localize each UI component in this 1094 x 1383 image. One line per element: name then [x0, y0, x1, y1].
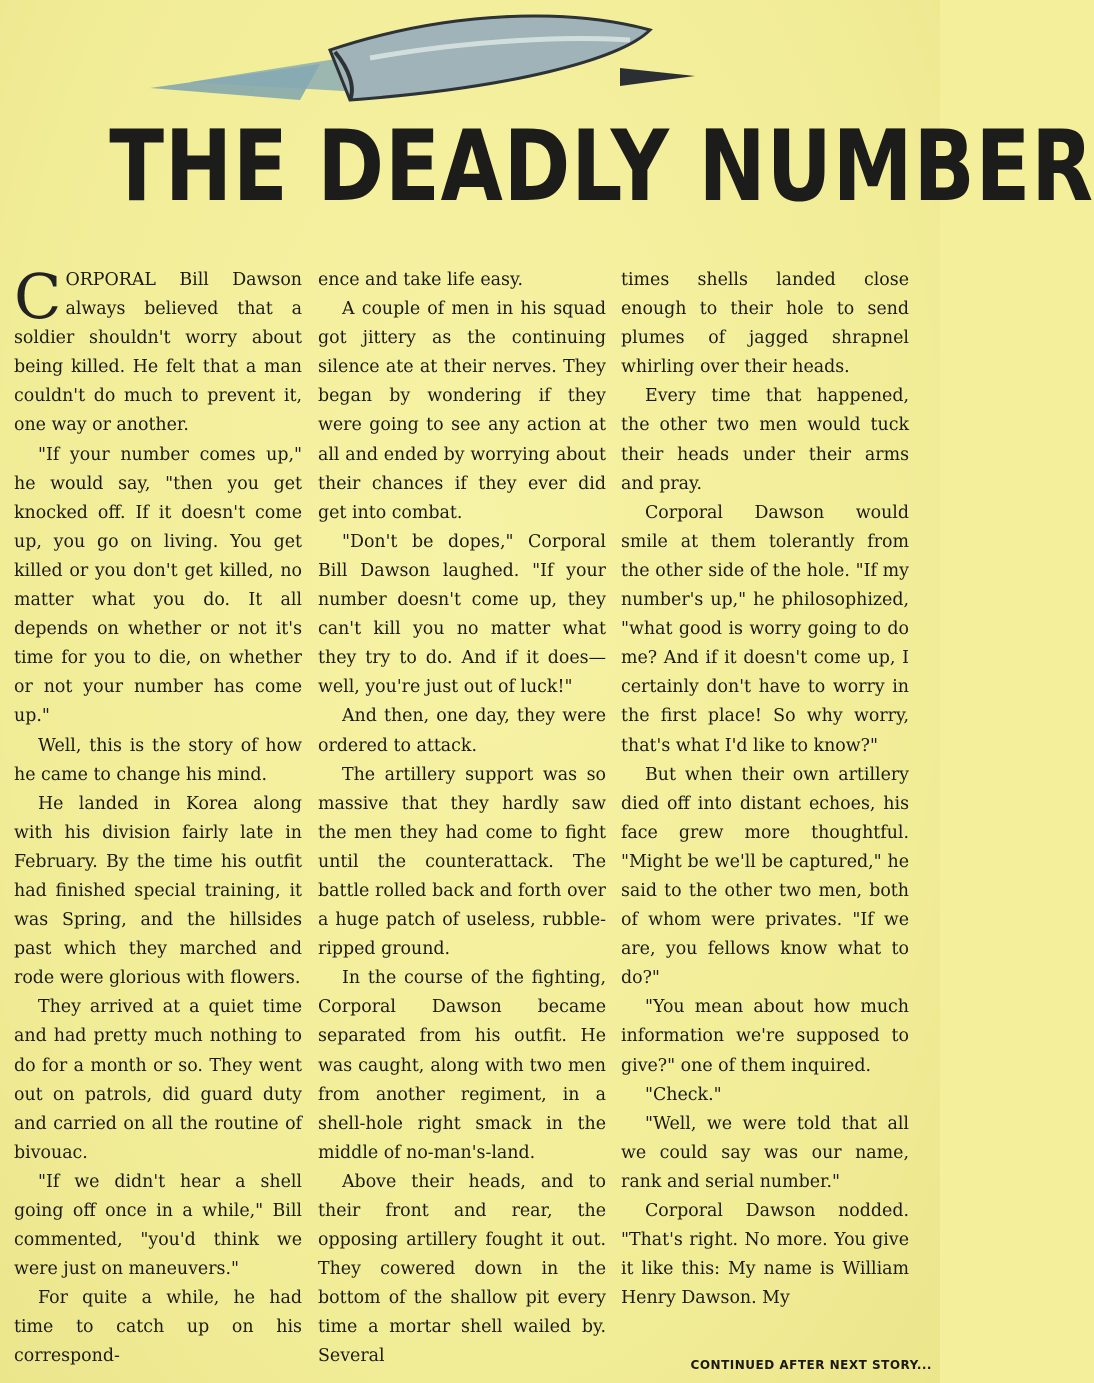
paragraph: "You mean about how much information we're supposed to give?" one of them inquired. [621, 997, 909, 1076]
paragraph: "If we didn't hear a shell going off once in a while," Bill commented, "you'd think we were just on maneuvers." [14, 1171, 302, 1280]
paragraph: "Check." [645, 1084, 722, 1105]
drop-cap: C [14, 260, 62, 333]
paragraph: For quite a while, he had time to catch up on his correspond- [14, 1288, 302, 1367]
paragraph: "Well, we were told that all we could say was our name, rank and serial number." [621, 1113, 909, 1192]
paragraph: The artillery support was so massive that they hardly saw the men they had come to fight until the counterattack. The battle rolled back and forth over a huge patch of useless, rubble-ripped ground. [318, 764, 606, 960]
paragraph: And then, one day, they were ordered to attack. [318, 706, 606, 756]
paragraph: "Don't be dopes," Corporal Bill Dawson laughed. "If your number doesn't come up, they can't kill you no matter what they try to do. And if it does— well, you're just out of luck!" [318, 531, 606, 698]
story-title: THE DEADLY NUMBER [109, 110, 1094, 224]
paragraph: A couple of men in his squad got jittery as the continuing silence ate at their nerves. They began by wondering if they were going to see any action at all and ended by worrying about their chances if they ever did get into combat. [318, 299, 606, 523]
paragraph: In the course of the fighting, Corporal Dawson became separated from his outfit. He was caught, along with two men from another regiment, in a shell-hole right smack in the middle of no-man's-land. [318, 968, 606, 1163]
continued-notice: CONTINUED AFTER NEXT STORY... [690, 1358, 932, 1372]
paragraph: Above their heads, and to their front and rear, the opposing artillery fought it out. They cowered down in the bottom of the shallow pit every time a mortar shell wailed by. Several [318, 1171, 606, 1367]
artillery-shell-illustration [150, 0, 710, 118]
paragraph: Well, this is the story of how he came to change his mind. [14, 735, 302, 785]
paragraph: ence and take life easy. [318, 270, 524, 290]
paragraph: times shells landed close enough to their hole to send plumes of jagged shrapnel whirling over their heads. [621, 270, 909, 378]
paragraph: Every time that happened, the other two men would tuck their heads under their arms and pray. [621, 386, 909, 494]
text-column-1 [14, 260, 302, 1367]
paragraph: But when their own artillery died off into distant echoes, his face grew more thoughtful. "Might be we'll be captured," he said to the other two men, both of whom were privates. "If we are, you fellows know what to do?" [621, 764, 909, 989]
paragraph: "If your number comes up," he would say, "then you get knocked off. If it doesn't come up, you go on living. You get killed or you don't get killed, no matter what you do. It all depends on whether or not it's time for you to die, on whether or not your number has come up." [14, 444, 302, 727]
paragraph: They arrived at a quiet time and had pretty much nothing to do for a month or so. They went out on patrols, did guard duty and carried on all the routine of bivouac. [14, 997, 302, 1163]
text-column-2 [318, 266, 606, 1367]
paragraph: Corporal Dawson nodded. "That's right. No more. You give it like this: My name is William Henry Dawson. My [621, 1201, 909, 1309]
paragraph: Corporal Dawson would smile at them tolerantly from the other side of the hole. "If my number's up," he philosophized, "what good is worry going to do me? And if it doesn't come up, I certainly don't have to worry in the first place! So why worry, that's what I'd like to know?" [621, 502, 909, 756]
paragraph: He landed in Korea along with his division fairly late in February. By the time his outfit had finished special training, it was Spring, and the hillsides past which they marched and rode were glorious with flowers. [14, 793, 302, 989]
paragraph: ORPORAL Bill Dawson always believed that a soldier shouldn't worry about being killed. He felt that a man couldn't do much to prevent it, one way or another. [14, 270, 302, 436]
text-column-3 [621, 266, 909, 1346]
